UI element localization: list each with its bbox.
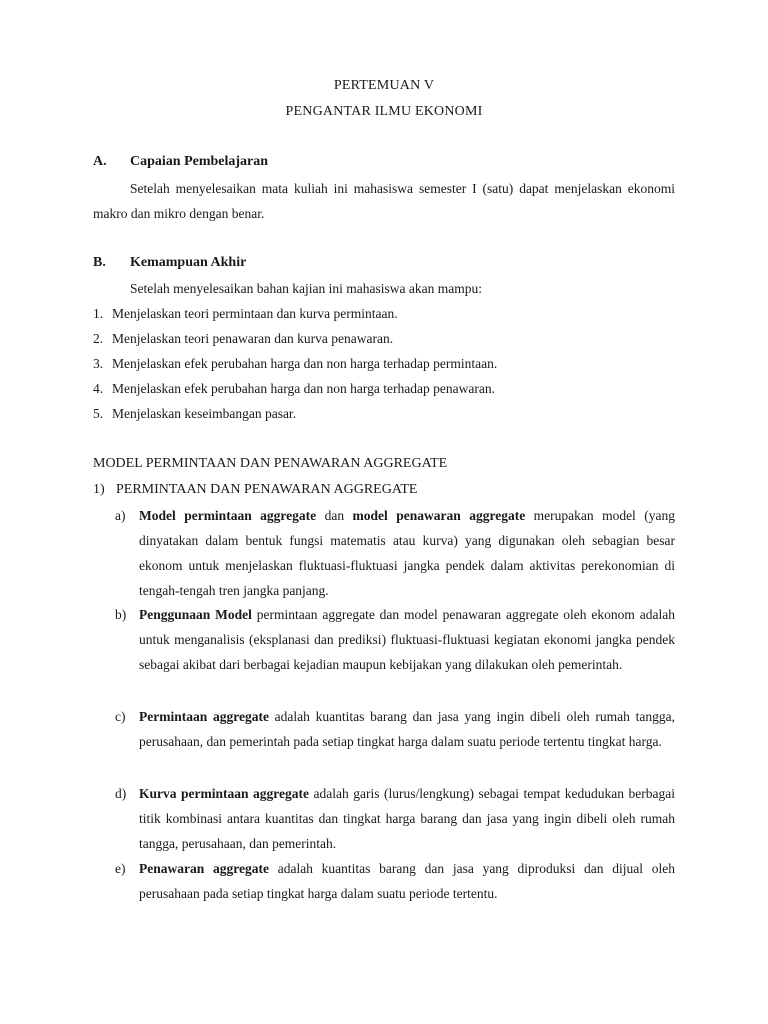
sub-heading: 1) PERMINTAAN DAN PENAWARAN AGGREGATE <box>93 482 418 497</box>
point-a: a) Model permintaan aggregate dan model penawaran aggregate merupakan model (yang dinyatakan dalam bentuk fungsi matematis atau kurva) yang digunakan oleh sebagian besar ekonom untuk menjelaskan fluktuasi-fluktuasi jangka pendek dalam aktivitas perekonomian di tengah-tengah tren jangka panjang. <box>115 508 675 598</box>
point-c: c) Permintaan aggregate adalah kuantitas barang dan jasa yang ingin dibeli oleh rumah tangga, perusahaan, dan pemerintah pada setiap tingkat harga dalam suatu periode tertentu tingkat harga. <box>115 709 675 749</box>
list-item: 2. Menjelaskan teori penawaran dan kurva penawaran. <box>93 331 394 346</box>
section-b-heading: Kemampuan Akhir <box>130 255 247 270</box>
point-d: d) Kurva permintaan aggregate adalah garis (lurus/lengkung) sebagai tempat kedudukan berbagai titik kombinasi antara kuantitas dan tingkat harga barang dan jasa yang ingin dibeli oleh rumah tangga, perusahaan, dan pemerintah. <box>115 786 675 851</box>
list-item: 3. Menjelaskan efek perubahan harga dan non harga terhadap permintaan. <box>93 356 498 371</box>
model-heading: MODEL PERMINTAAN DAN PENAWARAN AGGREGATE <box>93 456 448 471</box>
list-item: 1. Menjelaskan teori permintaan dan kurva permintaan. <box>93 306 398 321</box>
document-subtitle: PENGANTAR ILMU EKONOMI <box>285 104 483 119</box>
section-a-heading: Capaian Pembelajaran <box>130 154 269 169</box>
point-e: e) Penawaran aggregate adalah kuantitas barang dan jasa yang diproduksi dan dijual oleh perusahaan pada setiap tingkat harga dalam suatu periode tertentu. <box>115 861 675 901</box>
document-title: PERTEMUAN V <box>333 78 435 93</box>
section-a-paragraph <box>93 176 675 226</box>
section-a-text: Setelah menyelesaikan mata kuliah ini mahasiswa semester I (satu) dapat menjelaskan ekonomi makro dan mikro dengan benar. <box>93 181 675 221</box>
point-b: b) Penggunaan Model permintaan aggregate dan model penawaran aggregate oleh ekonom adalah untuk menganalisis (eksplanasi dan prediksi) fluktuasi-fluktuasi kegiatan ekonomi jangka pendek sebagai akibat dari berbagai kejadian maupun kebijakan yang dilakukan oleh pemerintah. <box>115 607 676 672</box>
section-b-intro: Setelah menyelesaikan bahan kajian ini mahasiswa akan mampu: <box>130 281 483 296</box>
section-b-letter: B. <box>93 255 106 270</box>
section-a-letter: A. <box>93 154 107 169</box>
list-item: 4. Menjelaskan efek perubahan harga dan non harga terhadap penawaran. <box>93 381 495 396</box>
list-item: 5. Menjelaskan keseimbangan pasar. <box>93 406 297 421</box>
